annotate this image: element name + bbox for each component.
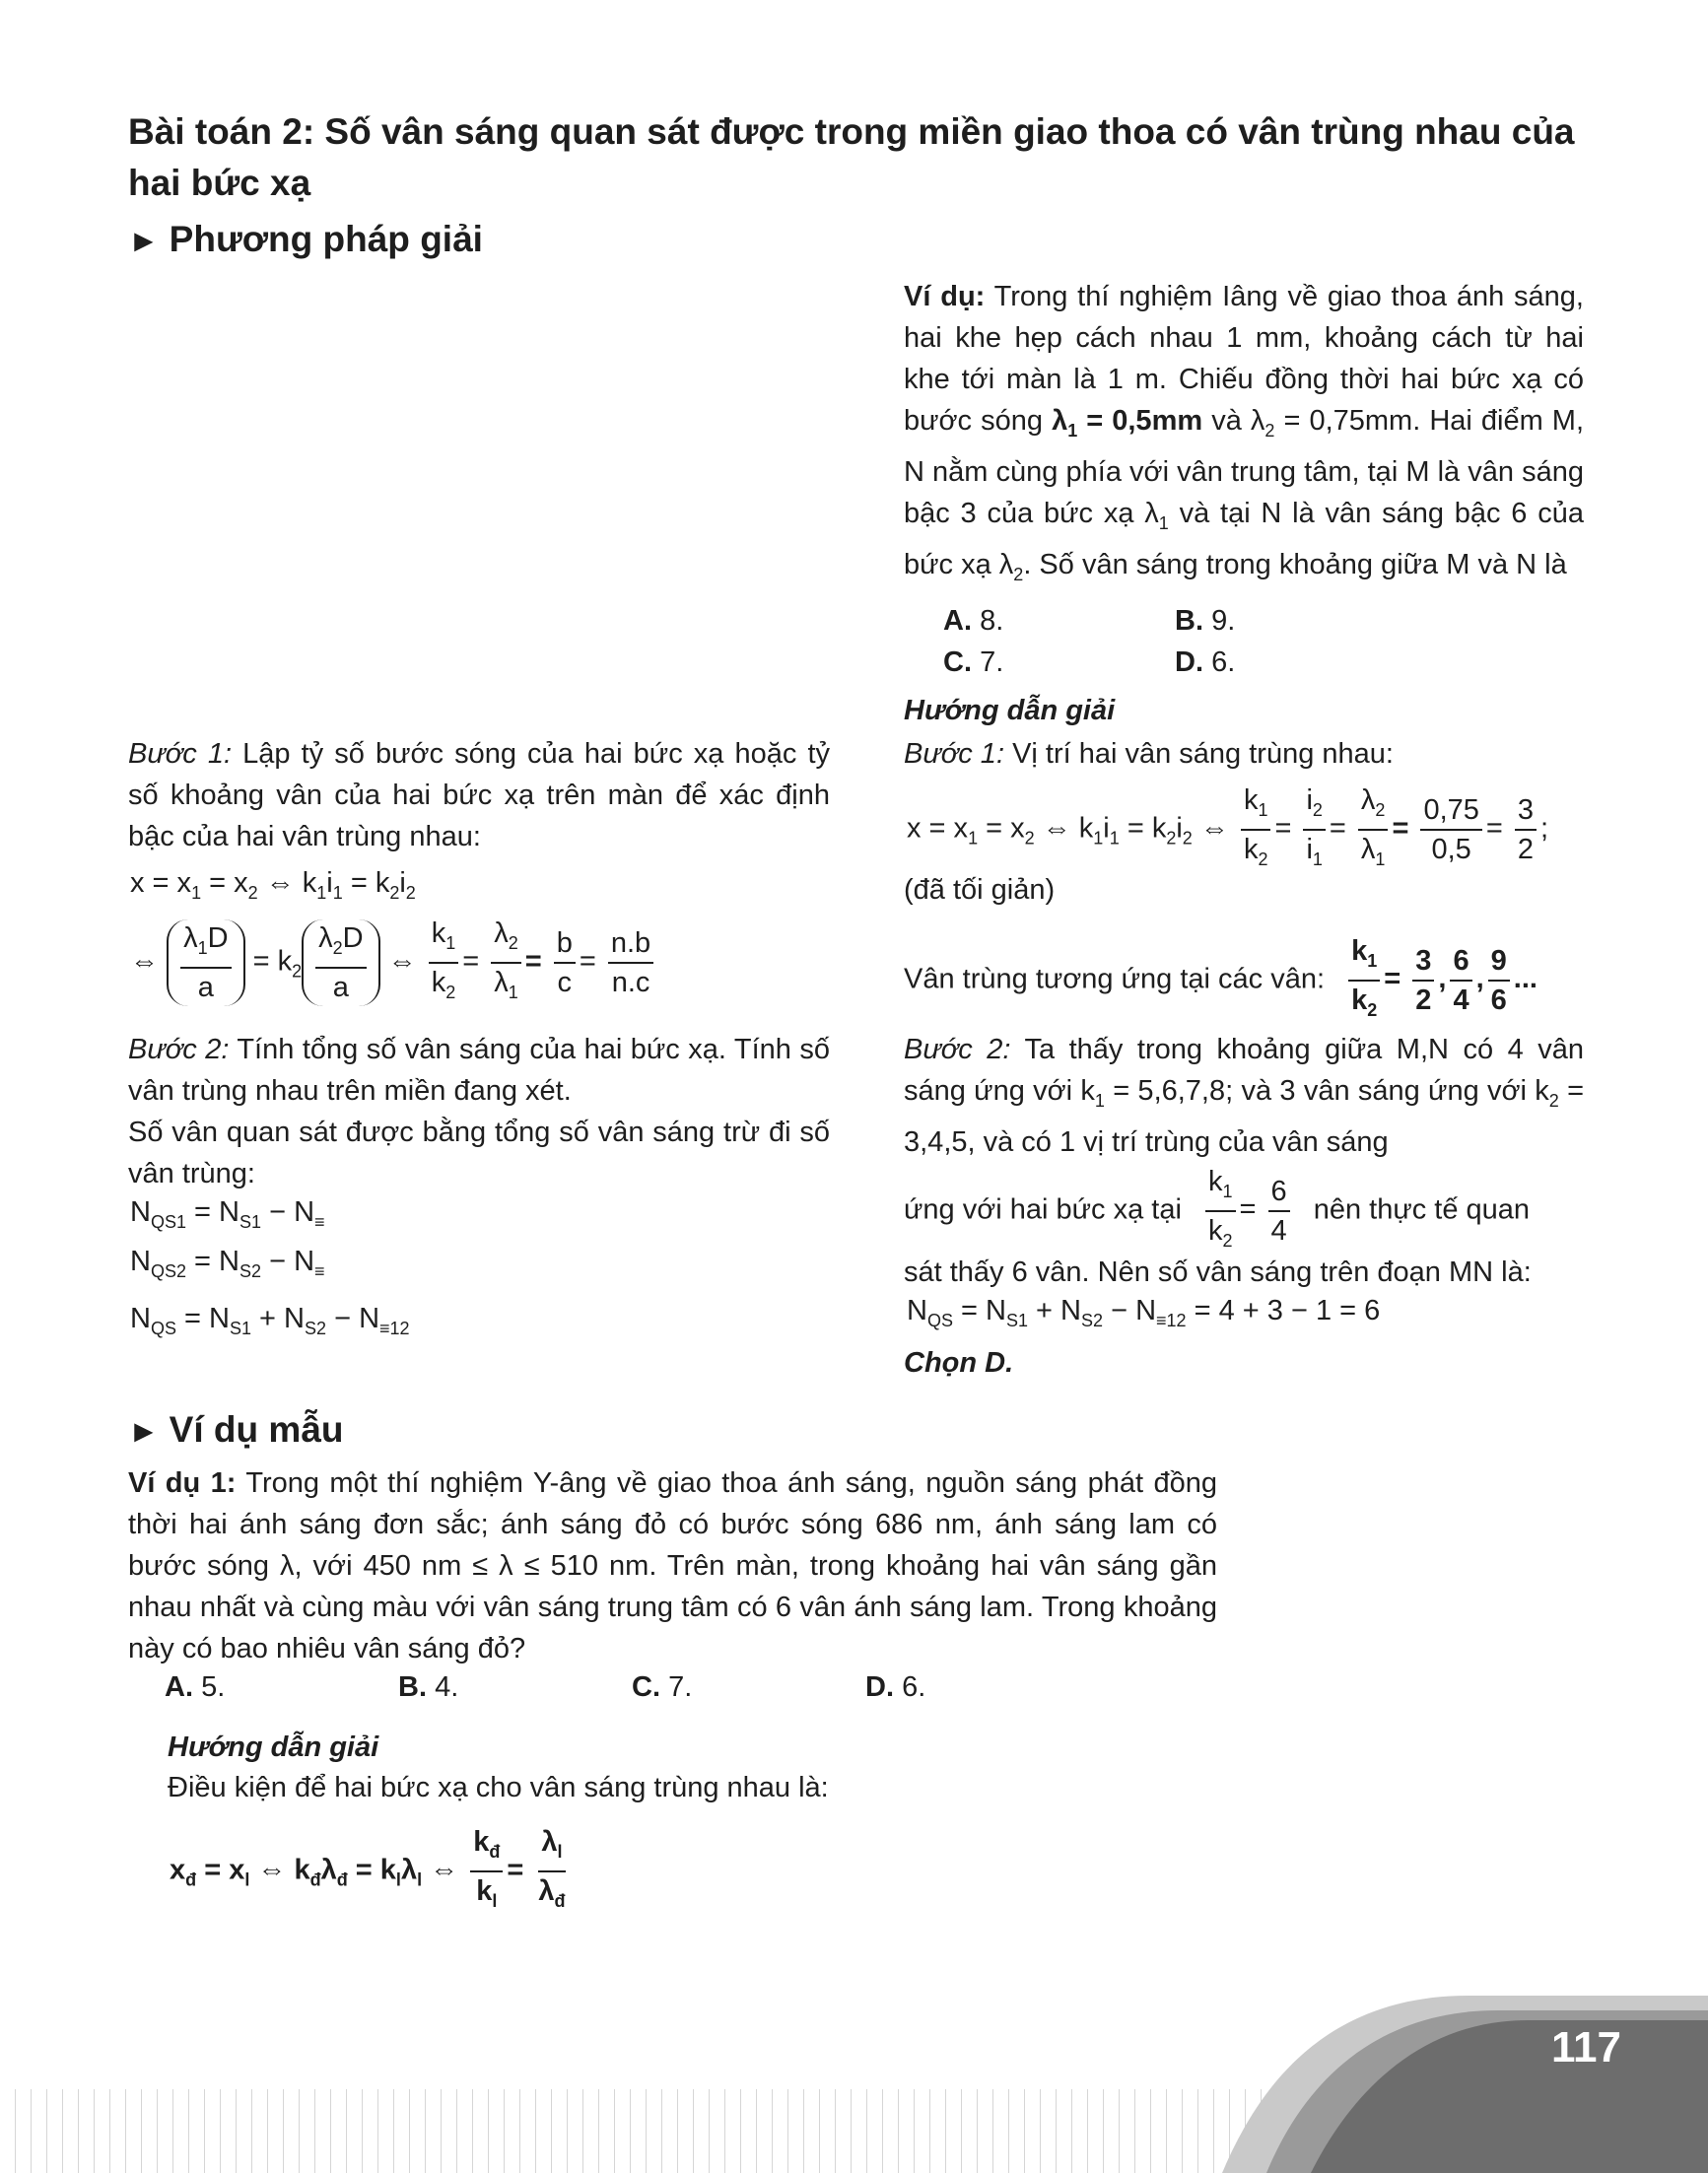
- answer-a: A. 8.: [943, 605, 1004, 637]
- solution-heading: Hướng dẫn giải: [904, 695, 1116, 726]
- lambda1-value: $\lambda_1 = 0,5mm$: [1052, 405, 1203, 441]
- left-step2: Bước 2: Tính tổng số vân sáng của hai bức xạ. Tính số vân trùng nhau trên miền đang xét. Số vân quan sát được bằng tổng số vân sáng trừ đi số vân trùng:: [128, 1034, 830, 1189]
- page-number: 117: [1551, 2023, 1621, 2071]
- example-text-3: và tại N là vân sáng bậc 6 của bức xạ: [904, 497, 1584, 580]
- triangle-bullet-icon: ►: [128, 223, 160, 258]
- ex1-answer-a: A. 5.: [165, 1671, 226, 1703]
- nqs-result: $N_{QS} = N_{S1} + N_{S2} - N_{\equiv 12} = 4 + 3 - 1 = 6$: [907, 1295, 1381, 1330]
- right-step2-cont: ứng với hai bức xạ tại $\frac{k_1}{k_2}$ = $\frac{6}{4}$ nên thực tế quan: [904, 1163, 1584, 1259]
- answer-d: D. 6.: [1175, 646, 1236, 678]
- right-step2-cont2: sát thấy 6 vân. Nên số vân sáng trên đoạn MN là:: [904, 1256, 1532, 1288]
- answer-b: B. 9.: [1175, 605, 1236, 637]
- nqs-formula: $N_{QS} = N_{S1} + N_{S2} - N_{\equiv 12}$: [130, 1303, 410, 1338]
- ex1-answer-b: B. 4.: [398, 1671, 459, 1703]
- section-heading-examples: ► Ví dụ mẫu: [128, 1409, 344, 1450]
- right-step2: Bước 2: Ta thấy trong khoảng giữa M,N có 4 vân sáng ứng với $k_1 = 5,6,7,8$; và 3 vân sáng ứng với $k_2 = 3,4,5$, và có 1 vị trí trùng của vân sáng: [904, 1034, 1585, 1158]
- example-text-2: Hai điểm M, N nằm cùng phía với vân trung tâm, tại M là vân sáng bậc 3 của bức xạ: [904, 405, 1585, 529]
- ex1-answer-c: C. 7.: [632, 1671, 693, 1703]
- example-1: Ví dụ 1: Trong một thí nghiệm Y-âng về giao thoa ánh sáng, nguồn sáng phát đồng thời hai ánh sáng đơn sắc; ánh sáng đỏ có bước sóng 686 nm, ánh sáng lam có bước sóng λ, với 450 nm ≤ λ ≤ 510 nm. Trên màn, trong khoảng hai vân sáng gần nhau nhất và cùng màu với vân sáng trung tâm có 6 vân ánh sáng lam. Trong khoảng này có bao nhiêu vân sáng đỏ?: [128, 1467, 1217, 1664]
- triangle-bullet-icon: ►: [128, 1413, 160, 1449]
- and-word: và: [1211, 405, 1242, 437]
- problem-title: Bài toán 2: Số vân sáng quan sát được trong miền giao thoa có vân trùng nhau của hai bức xạ: [128, 111, 1575, 203]
- ex1-equation: $x_đ = x_l$ ⇔ $k_đ\lambda_đ = k_l\lambda_l$ ⇔ $\frac{k_đ}{k_l}$ = $\frac{\lambda_l}{\lambda_đ}$: [170, 1823, 573, 1920]
- choose-answer: Chọn D.: [904, 1347, 1014, 1379]
- left-equation-2: ⇔ $\frac{\lambda_1D}{a}$ = $k_2$ $\frac{\lambda_2D}{a}$ ⇔ $\frac{k_1}{k_2}$ = $\frac{\lambda_2}{\lambda_1}$ = $\frac{b}{c}$ = $\frac{n.b}{n.c}$: [130, 915, 657, 1011]
- ex1-answer-d: D. 6.: [865, 1671, 926, 1703]
- ex1-condition: Điều kiện để hai bức xạ cho vân sáng trùng nhau là:: [168, 1772, 829, 1803]
- lambda2-value: $\lambda_2 = 0,75mm$.: [1250, 405, 1421, 441]
- left-step1: Bước 1: Lập tỷ số bước sóng của hai bức xạ hoặc tỷ số khoảng vân của hai bức xạ trên màn để xác định bậc của hai vân trùng nhau:: [128, 738, 831, 852]
- ex1-solution-heading: Hướng dẫn giải: [168, 1732, 379, 1763]
- answer-c: C. 7.: [943, 646, 1004, 678]
- left-equation-1: $x = x_1 = x_2$ ⇔ $k_1i_1 = k_2i_2$: [130, 867, 416, 903]
- footer-ruler-strip: [0, 2089, 1281, 2173]
- section-heading-method: ► Phương pháp giải: [128, 219, 483, 259]
- right-step1: Bước 1: Vị trí hai vân sáng trùng nhau:: [904, 738, 1394, 770]
- footer-corner-shape: [1212, 1991, 1708, 2173]
- example-problem: Ví dụ: Trong thí nghiệm Iâng về giao thoa ánh sáng, hai khe hẹp cách nhau 1 mm, khoảng cách từ hai khe tới màn là 1 m. Chiếu đồng thời hai bức xạ có bước sóng $\lambda_1 = 0,5mm$ và $\lambda_2 = 0,75mm$. Hai điểm M, N nằm cùng phía với vân trung tâm, tại M là vân sáng bậc 3 của bức xạ $\lambda_1$ và tại N là vân sáng bậc 6 của bức xạ $\lambda_2$. Số vân sáng trong khoảng giữa M và N là: [904, 281, 1585, 584]
- nqs2-formula: $N_{QS2} = N_{S2} - N_\equiv$: [130, 1246, 325, 1281]
- coincident-fringes: Vân trùng tương ứng tại các vân: $\frac{k_1}{k_2}$ = $\frac{3}{2}$ , $\frac{6}{4}$ , $\frac{9}{6}$ ...: [904, 932, 1537, 1029]
- equation-coincidence: $x = x_1 = x_2$ ⇔ $k_1i_1 = k_2i_2$ ⇔ $\frac{k_1}{k_2}$ = $\frac{i_2}{i_1}$ = $\frac{\lambda_2}{\lambda_1}$ = $\frac{0,75}{0,5}$ = $\frac{3}{2}$ ;: [907, 781, 1548, 878]
- nqs1-formula: $N_{QS1} = N_{S1} - N_\equiv$: [130, 1196, 325, 1232]
- example-text: Trong thí nghiệm Iâng về giao thoa ánh sáng, hai khe hẹp cách nhau 1 mm, khoảng cách từ hai khe tới màn là 1 m. Chiếu đồng thời hai bức xạ có bước sóng: [904, 281, 1584, 437]
- example-text-4: . Số vân sáng trong khoảng giữa M và N là: [1023, 548, 1567, 580]
- simplified-note: (đã tối giản): [904, 874, 1056, 906]
- example-label: Ví dụ:: [904, 281, 986, 312]
